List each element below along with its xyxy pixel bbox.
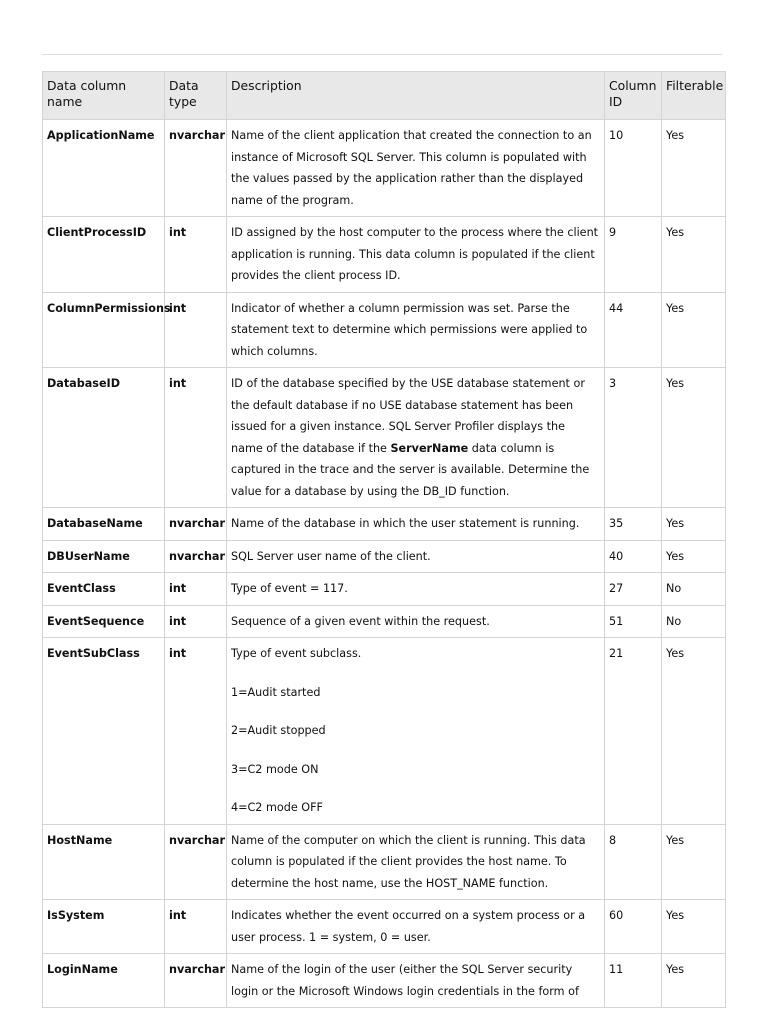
filterable-cell: Yes — [662, 120, 726, 217]
table-row — [43, 217, 726, 293]
description-cell — [227, 638, 605, 825]
filterable-cell: Yes — [662, 638, 726, 825]
data-type-cell: nvarchar — [165, 824, 227, 900]
filterable-cell: Yes — [662, 292, 726, 368]
header-column-id: Column ID — [605, 72, 662, 120]
description-cell: Indicates whether the event occurred on a system process or a user process. 1 = system, 0 = user. — [227, 900, 605, 954]
data-type-cell: int — [165, 368, 227, 508]
column-id-cell: 60 — [605, 900, 662, 954]
data-type-cell: int — [165, 605, 227, 638]
description-cell: Name of the login of the user (either the SQL Server security login or the Microsoft Windows login credentials in the form of — [227, 954, 605, 1008]
column-id-cell: 11 — [605, 954, 662, 1008]
description-cell — [227, 368, 605, 508]
column-name-cell: EventSequence — [43, 605, 165, 638]
data-type-cell: nvarchar — [165, 508, 227, 541]
table-row — [43, 900, 726, 954]
filterable-cell: Yes — [662, 508, 726, 541]
data-columns-table — [42, 71, 726, 1008]
servername-term: ServerName — [390, 441, 469, 455]
table-row — [43, 824, 726, 900]
data-type-cell: nvarchar — [165, 954, 227, 1008]
description-cell: Type of event = 117. — [227, 573, 605, 606]
data-type-cell: int — [165, 573, 227, 606]
column-name-cell: EventClass — [43, 573, 165, 606]
description-cell: Sequence of a given event within the request. — [227, 605, 605, 638]
column-name-cell: EventSubClass — [43, 638, 165, 825]
column-id-cell: 44 — [605, 292, 662, 368]
header-data-type: Data type — [165, 72, 227, 120]
description-cell: SQL Server user name of the client. — [227, 540, 605, 573]
table-row — [43, 368, 726, 508]
filterable-cell: No — [662, 573, 726, 606]
table-row — [43, 954, 726, 1008]
filterable-cell: Yes — [662, 368, 726, 508]
filterable-cell: No — [662, 605, 726, 638]
column-name-cell: DatabaseName — [43, 508, 165, 541]
table-row — [43, 573, 726, 606]
column-id-cell: 3 — [605, 368, 662, 508]
column-id-cell: 21 — [605, 638, 662, 825]
table-row — [43, 540, 726, 573]
column-id-cell: 8 — [605, 824, 662, 900]
description-text: data column is captured in the trace and the server is available. Determine the value for a database by using the DB_ID function. — [231, 441, 590, 498]
data-type-cell: int — [165, 217, 227, 293]
header-description: Description — [227, 72, 605, 120]
filterable-cell: Yes — [662, 824, 726, 900]
column-id-cell: 51 — [605, 605, 662, 638]
description-cell: ID assigned by the host computer to the process where the client application is running. This data column is populated if the client provides the client process ID. — [227, 217, 605, 293]
table-header-row — [43, 72, 726, 120]
filterable-cell: Yes — [662, 217, 726, 293]
data-type-cell: int — [165, 292, 227, 368]
description-cell: Name of the database in which the user statement is running. — [227, 508, 605, 541]
filterable-cell: Yes — [662, 900, 726, 954]
description-paragraph: 3=C2 mode ON — [231, 762, 319, 776]
data-type-cell: nvarchar — [165, 540, 227, 573]
column-id-cell: 27 — [605, 573, 662, 606]
column-id-cell: 35 — [605, 508, 662, 541]
description-paragraph: Type of event subclass. — [231, 647, 362, 660]
filterable-cell: Yes — [662, 540, 726, 573]
header-filterable: Filterable — [662, 72, 726, 120]
table-row — [43, 605, 726, 638]
table-row — [43, 508, 726, 541]
data-type-cell: int — [165, 900, 227, 954]
data-type-cell: int — [165, 638, 227, 825]
description-text: ID of the database specified by the USE database statement or the default database if no USE database statement has been issued for a given instance. SQL Server Profiler displays the name of the database if the — [231, 377, 585, 455]
data-type-cell: nvarchar — [165, 120, 227, 217]
table-row — [43, 292, 726, 368]
column-id-cell: 40 — [605, 540, 662, 573]
column-name-cell: DatabaseID — [43, 368, 165, 508]
column-name-cell: LoginName — [43, 954, 165, 1008]
table-row — [43, 638, 726, 825]
column-name-cell: ClientProcessID — [43, 217, 165, 293]
column-id-cell: 10 — [605, 120, 662, 217]
column-name-cell: ApplicationName — [43, 120, 165, 217]
description-paragraph: 1=Audit started — [231, 685, 321, 699]
header-data-column-name: Data column name — [43, 72, 165, 120]
column-name-cell: IsSystem — [43, 900, 165, 954]
filterable-cell: Yes — [662, 954, 726, 1008]
column-name-cell: HostName — [43, 824, 165, 900]
column-name-cell: DBUserName — [43, 540, 165, 573]
description-cell: Indicator of whether a column permission was set. Parse the statement text to determine which permissions were applied to which columns. — [227, 292, 605, 368]
table-row — [43, 120, 726, 217]
description-cell: Name of the computer on which the client is running. This data column is populated if the client provides the host name. To determine the host name, use the HOST_NAME function. — [227, 824, 605, 900]
description-cell: Name of the client application that created the connection to an instance of Microsoft SQL Server. This column is populated with the values passed by the application rather than the displayed name of the program. — [227, 120, 605, 217]
column-id-cell: 9 — [605, 217, 662, 293]
top-divider — [42, 54, 722, 55]
column-name-cell: ColumnPermissions — [43, 292, 165, 368]
description-paragraph: 4=C2 mode OFF — [231, 801, 323, 814]
description-paragraph: 2=Audit stopped — [231, 724, 326, 737]
